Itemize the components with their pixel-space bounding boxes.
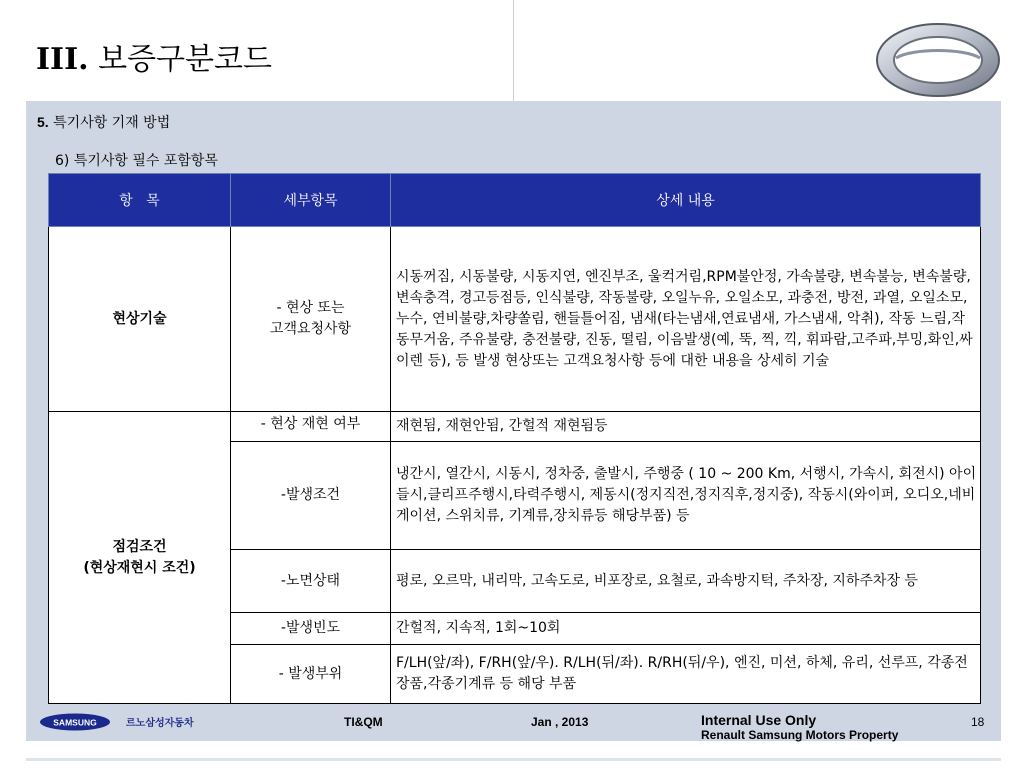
sub-item-cell: -노면상태 — [231, 550, 391, 613]
header-item: 항 목 — [49, 174, 231, 227]
header-sub-item: 세부항목 — [231, 174, 391, 227]
sub-item-cell: -발생조건 — [231, 442, 391, 550]
section-heading — [37, 112, 170, 132]
bottom-rule — [26, 758, 1001, 761]
sub-item-cell: - 현상 재현 여부 — [231, 412, 391, 442]
title-roman-numeral: III. — [36, 42, 89, 77]
detail-cell: 시동꺼짐, 시동불량, 시동지연, 엔진부조, 울컥거림,RPM불안정, 가속불량, 변속불능, 변속불량, 변속충격, 경고등점등, 인식불량, 작동불량, 오일누유, 오일소모, 과충전, 방전, 과열, 오일소모, 누수, 연비불량,차량쏠림, 핸들틀어짐, 냄새(타는냄새,연료냄새, 가스냄새, 악취), 작동 느림,작동무거움, 주유불량, 충전불량, 진동, 떨림, 이음발생(예, 뚝, 찍, 끽, 휘파람,고주파,부밍,화인,싸이렌 등), 등 발생 현상또는 고객요청사항 등에 대한 내용을 상세히 기술 — [391, 227, 981, 412]
table-header-row — [49, 174, 981, 227]
sub-item-cell: -발생빈도 — [231, 613, 391, 645]
title-text: 보증구분코드 — [98, 42, 272, 77]
samsung-logo-text: SAMSUNG — [53, 717, 97, 728]
title-area — [0, 0, 514, 101]
samsung-logo-icon — [39, 713, 111, 731]
detail-cell: 간헐적, 지속적, 1회~10회 — [391, 613, 981, 645]
footer-property: Renault Samsung Motors Property — [701, 728, 899, 742]
header-detail: 상세 내용 — [391, 174, 981, 227]
page-number: 18 — [971, 715, 985, 729]
table-row — [49, 412, 981, 442]
slide-footer — [26, 706, 1001, 741]
table-row — [49, 227, 981, 412]
company-name: 르노삼성자동차 — [126, 718, 194, 729]
detail-cell: 평로, 오르막, 내리막, 고속도로, 비포장로, 요철로, 과속방지턱, 주차장, 지하주차장 등 — [391, 550, 981, 613]
section-text: 특기사항 기재 방법 — [53, 115, 171, 131]
sub-item-cell: - 현상 또는 고객요청사항 — [231, 227, 391, 412]
group-label-phenomenon: 현상기술 — [49, 227, 231, 412]
detail-cell: 재현됨, 재현안됨, 간헐적 재현됨등 — [391, 412, 981, 442]
section-number: 5. — [37, 114, 49, 130]
footer-internal-use: Internal Use Only — [701, 712, 817, 728]
sub-item-cell: - 발생부위 — [231, 645, 391, 704]
group-label-inspection: 점검조건 (현상재현시 조건) — [49, 412, 231, 704]
subsection-heading: 6) 특기사항 필수 포함항목 — [55, 153, 218, 169]
footer-date: Jan , 2013 — [531, 715, 589, 729]
footer-team: TI&QM — [344, 715, 383, 729]
required-items-table — [48, 173, 981, 704]
detail-cell: 냉간시, 열간시, 시동시, 정차중, 출발시, 주행중 ( 10 ~ 200 Km, 서행시, 가속시, 회전시) 아이들시,클리프주행시,타력주행시, 제동시(정지직전,정지직후,정지중), 작동시(와이퍼, 오디오,네비게이션, 스위치류, 기계류,장치류등 해당부품) 등 — [391, 442, 981, 550]
slide-title — [36, 34, 272, 78]
renault-samsung-emblem-icon — [872, 18, 1004, 102]
detail-cell: F/LH(앞/좌), F/RH(앞/우). R/LH(뒤/좌). R/RH(뒤/우), 엔진, 미션, 하체, 유리, 선루프, 각종전장품,각종기계류 등 해당 부품 — [391, 645, 981, 704]
